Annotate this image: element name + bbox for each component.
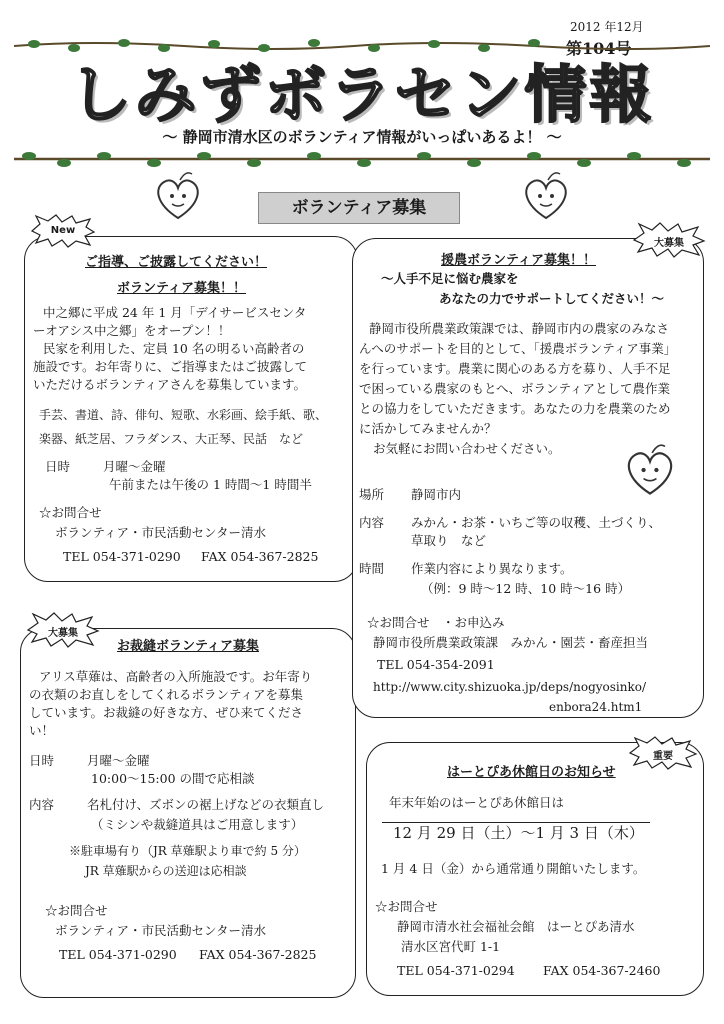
- box3-time-value: 作業内容により異なります。: [411, 561, 573, 576]
- notice-box-instructors: [24, 236, 358, 582]
- box3-content-label: 内容: [359, 515, 385, 530]
- box1-heading: ご指導、ご披露してください！: [85, 255, 268, 270]
- box1-line: 施設です。お年寄りに、ご指導またはご披露して: [33, 359, 308, 374]
- issue-number: 第104号: [566, 39, 632, 58]
- recruit-badge-label: 大募集: [48, 628, 78, 639]
- issue-date: 2012 年12月: [570, 20, 644, 34]
- box2-time-value: 月曜～金曜: [87, 753, 150, 768]
- vine-decoration-bottom: [14, 150, 710, 168]
- notice-box-sewing: [20, 628, 356, 998]
- new-badge-label: New: [50, 225, 76, 236]
- box1-tel: TEL 054-371-0290: [63, 549, 181, 564]
- box1-time-value: 午前または午後の 1 時間～1 時間半: [109, 477, 312, 492]
- box1-line: 手芸、書道、詩、俳句、短歌、水彩画、絵手紙、歌、: [39, 408, 328, 422]
- box3-line: に活かしてみませんか？: [359, 421, 497, 436]
- box4-heading: はーとぴあ休館日のお知らせ: [447, 765, 616, 780]
- box1-time-value: 月曜～金曜: [103, 459, 166, 474]
- box2-contact-label: ☆お問合せ: [45, 903, 108, 918]
- box2-tel: TEL 054-371-0290: [59, 947, 177, 962]
- box3-line: を行っています。農業に関心のある方を募り、人手不足: [359, 361, 671, 376]
- box3-tel: TEL 054-354-2091: [377, 657, 495, 672]
- recruit-badge-label: 大募集: [654, 238, 684, 249]
- box3-line: との協力をしていただきます。あなたの力を農業のため: [359, 401, 671, 416]
- box4-line: 年末年始のはーとぴあ休館日は: [389, 795, 565, 810]
- box3-time-label: 時間: [359, 561, 385, 576]
- box4-line: 1 月 4 日（金）から通常通り開館いたします。: [381, 861, 646, 876]
- box2-fax: FAX 054-367-2825: [199, 947, 317, 962]
- box2-content-label: 内容: [29, 797, 55, 812]
- box3-url[interactable]: http://www.city.shizuoka.jp/deps/nogyosinko/: [373, 680, 647, 694]
- box4-tel: TEL 054-371-0294: [397, 963, 515, 978]
- box1-contact-org: ボランティア・市民活動センター清水: [55, 525, 267, 540]
- box3-content-value: みかん・お茶・いちご等の収穫、土づくり、: [411, 515, 662, 530]
- box2-time-value: 10:00～15:00 の間で応相談: [91, 771, 255, 786]
- box3-place-label: 場所: [359, 487, 385, 502]
- box1-line: 楽器、紙芝居、フラダンス、大正琴、民話 など: [39, 432, 304, 446]
- important-badge-label: 重要: [653, 751, 673, 762]
- box2-parking: ※駐車場有り（JR 草薙駅より車で約 5 分）: [69, 844, 306, 858]
- box1-line: 中之郷に平成 24 年 1 月「デイサービスセンタ: [43, 305, 307, 320]
- box4-fax: FAX 054-367-2460: [543, 963, 661, 978]
- box1-line: 民家を利用した、定員 10 名の明るい高齢者の: [43, 341, 305, 356]
- vine-decoration-top: [14, 36, 710, 54]
- box3-place-value: 静岡市内: [411, 487, 462, 502]
- box3-line: んへのサポートを目的として、「援農ボランティア事業」: [359, 341, 677, 356]
- box1-contact-label: ☆お問合せ: [39, 505, 102, 520]
- heart-mascot-icon: [518, 168, 574, 224]
- box4-contact-org: 静岡市清水社会福祉会館 はーとぴあ清水: [397, 919, 635, 934]
- heart-mascot-icon: [150, 168, 206, 224]
- box2-line: の衣類のお直しをしてくれるボランティアを募集: [29, 687, 304, 702]
- box1-fax: FAX 054-367-2825: [201, 549, 319, 564]
- section-banner: ボランティア募集: [258, 192, 460, 224]
- box4-address: 清水区宮代町 1-1: [401, 939, 501, 954]
- box3-content-value: 草取り など: [411, 533, 487, 548]
- box1-time-label: 日時: [45, 459, 71, 474]
- recruit-badge: [26, 612, 100, 648]
- newsletter-subtitle: ～ 静岡市清水区のボランティア情報がいっぱいあるよ！ ～: [162, 128, 562, 146]
- dates-underline: [382, 822, 650, 823]
- box3-line: お気軽にお問い合わせください。: [373, 441, 561, 456]
- box2-heading: お裁縫ボランティア募集: [117, 639, 259, 654]
- box3-contact-label: ☆お問合せ ・お申込み: [367, 615, 505, 630]
- box1-line: ーオアシス中之郷」をオープン！！: [33, 323, 231, 338]
- box2-content-value: （ミシンや裁縫道具はご用意します）: [91, 817, 304, 832]
- box3-time-value: （例：9 時～12 時、10 時～16 時）: [421, 581, 631, 596]
- newsletter-title: しみずボラセン情報: [69, 58, 655, 131]
- heart-mascot-icon: [620, 440, 680, 500]
- box3-subheading: ～人手不足に悩む農家を: [381, 271, 519, 286]
- box4-contact-label: ☆お問合せ: [375, 899, 438, 914]
- new-badge: [30, 214, 96, 248]
- box3-heading: 援農ボランティア募集！！: [441, 253, 596, 268]
- box3-line: で困っている農家のもとへ、ボランティアとして農作業: [359, 381, 671, 396]
- box3-contact-org: 静岡市役所農業政策課 みかん・園芸・畜産担当: [373, 635, 649, 650]
- box2-parking: JR 草薙駅からの送迎は応相談: [85, 864, 247, 878]
- important-badge: [628, 736, 698, 770]
- recruit-badge: [632, 222, 706, 258]
- box2-line: い！: [29, 723, 55, 738]
- box3-subheading: あなたの力でサポートしてください！～: [439, 291, 665, 306]
- box2-line: アリス草薙は、高齢者の入所施設です。お年寄り: [39, 669, 313, 684]
- box2-content-value: 名札付け、ズボンの裾上げなどの衣類直し: [87, 797, 325, 812]
- box2-line: しています。お裁縫の好きな方、ぜひ来てくださ: [29, 705, 304, 720]
- box3-line: 静岡市役所農業政策課では、静岡市内の農家のみなさ: [369, 321, 670, 336]
- box2-contact-org: ボランティア・市民活動センター清水: [55, 923, 267, 938]
- notice-box-closure: [366, 742, 704, 996]
- box2-time-label: 日時: [29, 753, 55, 768]
- box4-dates: 12 月 29 日（土）～1 月 3 日（木）: [393, 824, 644, 842]
- box3-url[interactable]: enbora24.htm1: [549, 700, 643, 714]
- box1-subheading: ボランティア募集！！: [117, 281, 246, 296]
- box1-line: いただけるボランティアさんを募集しています。: [33, 377, 307, 392]
